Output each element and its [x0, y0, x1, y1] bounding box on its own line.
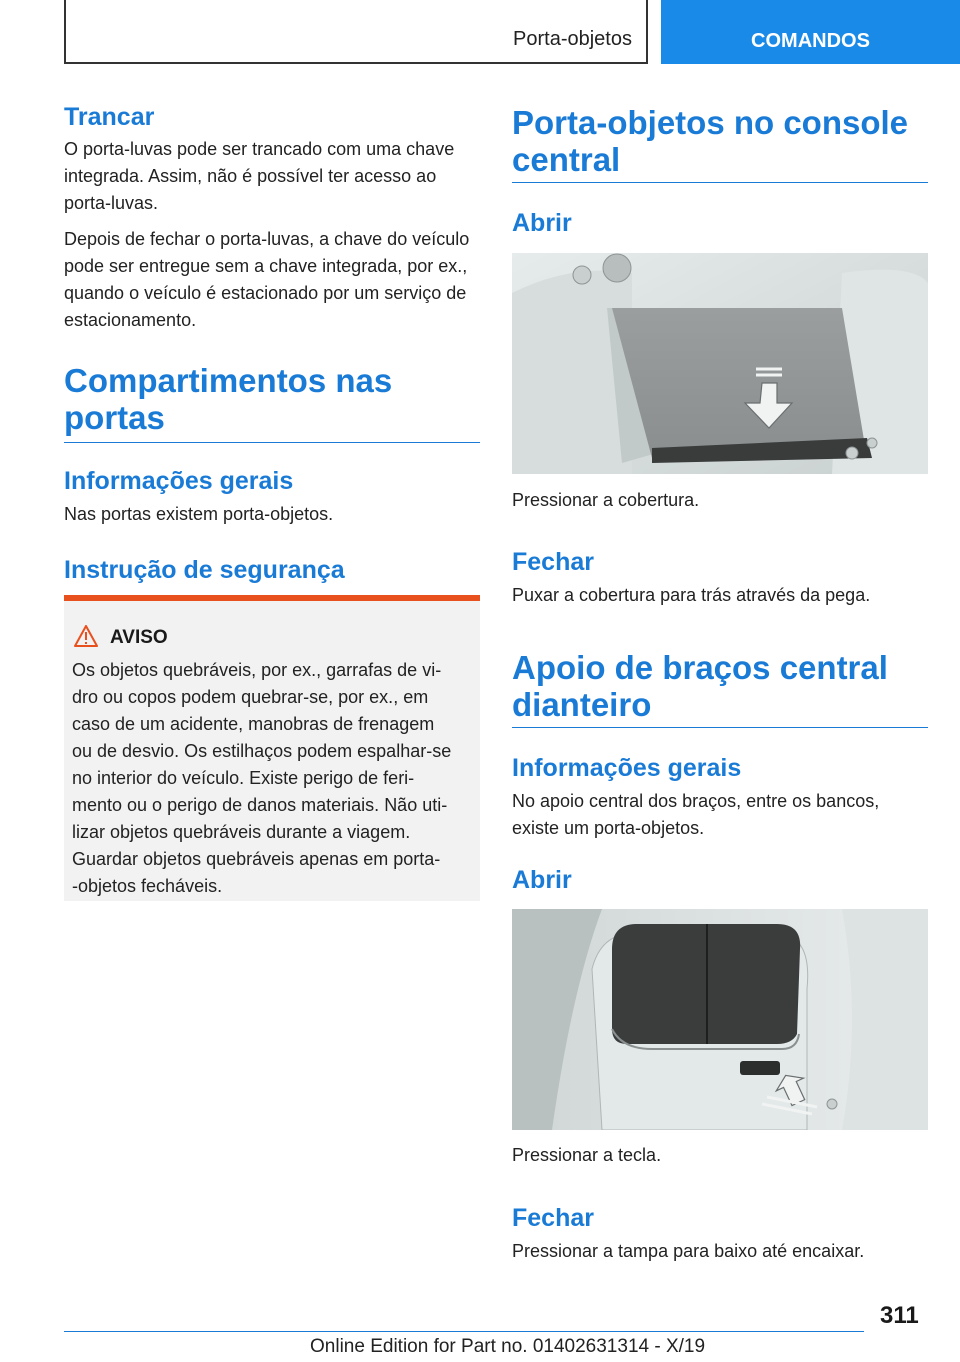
header-chapter-tab: COMANDOS — [661, 0, 960, 64]
armrest-close-text: Pressionar a tampa para baixo até encaixar. — [512, 1241, 865, 1261]
footer-rule — [64, 1331, 864, 1332]
warning-line: ou de desvio. Os estilhaços podem espalhar-se — [72, 741, 452, 761]
armrest-open-caption-block — [512, 1142, 928, 1169]
section-console-central — [512, 104, 928, 183]
heading-console-fechar: Fechar — [512, 548, 594, 576]
trancar-paragraph-1: O porta-luvas pode ser trancado com uma chave integrada. Assim, não é possível ter acesso ao porta-luvas. — [64, 139, 455, 213]
heading-armrest-abrir: Abrir — [512, 866, 572, 894]
heading-apoio-line2: dianteiro — [512, 686, 652, 723]
warning-line: caso de um acidente, manobras de frenagem — [72, 714, 435, 734]
heading-console-line1: Porta-objetos no console — [512, 104, 909, 141]
armrest-drawing — [512, 909, 928, 1130]
info-gerais-left-text: Nas portas existem porta-objetos. — [64, 504, 334, 524]
section-trancar — [64, 102, 480, 334]
heading-compartimentos-line2: portas — [64, 399, 165, 436]
warning-line: lizar objetos quebráveis durante a viagem. — [72, 822, 411, 842]
info-gerais-right-line1: No apoio central dos braços, entre os bancos, — [512, 791, 880, 811]
warning-line: no interior do veículo. Existe perigo de feri‐ — [72, 768, 415, 788]
section-apoio-bracos — [512, 649, 928, 728]
section-compartimentos — [64, 362, 480, 443]
armrest-illustration — [512, 909, 928, 1130]
warning-line: -objetos fecháveis. — [72, 876, 223, 896]
warning-box — [64, 595, 480, 901]
warning-triangle-icon — [74, 625, 98, 647]
section-info-gerais-left — [64, 466, 480, 528]
console-close-text: Puxar a cobertura para trás através da pega. — [512, 585, 871, 605]
console-open-caption-block — [512, 487, 928, 514]
page-number: 311 — [880, 1302, 919, 1329]
warning-text — [72, 657, 476, 900]
heading-informacoes-gerais-left: Informações gerais — [64, 467, 294, 495]
heading-console-line2: central — [512, 141, 621, 178]
console-cover-drawing — [512, 253, 928, 474]
console-abrir — [512, 208, 928, 238]
footer-edition: Online Edition for Part no. 01402631314 - X/19 — [310, 1336, 706, 1357]
warning-line: dro ou copos podem quebrar-se, por ex., em — [72, 687, 429, 707]
heading-apoio-line1: Apoio de braços central — [512, 649, 888, 686]
armrest-abrir — [512, 865, 928, 895]
heading-armrest-fechar: Fechar — [512, 1204, 594, 1232]
heading-trancar: Trancar — [64, 103, 155, 131]
trancar-paragraph-2: Depois de fechar o porta-luvas, a chave do veículo pode ser entregue sem a chave integrada, por ex., quando o veículo é estacionado por um serviço de estacionamento. — [64, 229, 470, 330]
section-seguranca — [64, 555, 480, 585]
console-open-caption: Pressionar a cobertura. — [512, 490, 700, 510]
console-fechar — [512, 547, 928, 609]
armrest-open-caption: Pressionar a tecla. — [512, 1145, 662, 1165]
section-info-gerais-right — [512, 753, 928, 842]
heading-instrucao-seguranca: Instrução de segurança — [64, 556, 345, 584]
armrest-fechar — [512, 1203, 928, 1265]
info-gerais-right-line2: existe um porta-objetos. — [512, 818, 705, 838]
warning-line: Os objetos quebráveis, por ex., garrafas de vi‐ — [72, 660, 442, 680]
warning-line: mento ou o perigo de danos materiais. Não uti‐ — [72, 795, 448, 815]
console-cover-illustration — [512, 253, 928, 474]
header-section-box — [64, 0, 648, 64]
heading-informacoes-gerais-right: Informações gerais — [512, 754, 742, 782]
heading-console-abrir: Abrir — [512, 209, 572, 237]
header-section-title: Porta-objetos — [513, 28, 632, 50]
warning-label: AVISO — [110, 627, 168, 648]
warning-line: Guardar objetos quebráveis apenas em porta- — [72, 849, 441, 869]
heading-compartimentos-line1: Compartimentos nas — [64, 362, 393, 399]
